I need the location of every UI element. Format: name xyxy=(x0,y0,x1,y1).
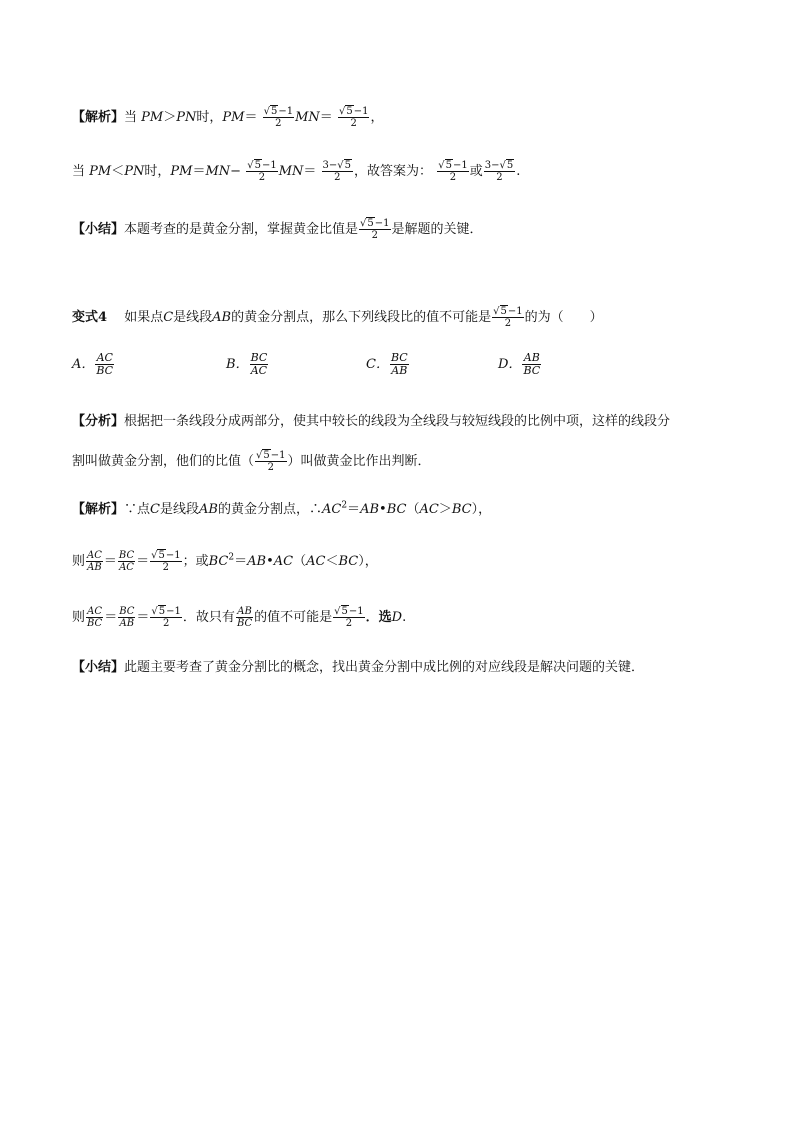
golden-ratio-fraction: $\frac{√5-1}{2}$ xyxy=(263,106,294,129)
golden-ratio-fraction: $\frac{√5-1}{2}$ xyxy=(438,160,468,183)
solution2-line1: 【解析】∵点C是线段AB的黄金分割点，$\therefore AC^2=AB•BC(AC>BC)$， xyxy=(72,500,492,517)
golden-ratio-fraction: $\frac{√5-1}{2}$ xyxy=(151,550,181,573)
golden-ratio-fraction: $\frac{√5-1}{2}$ xyxy=(334,606,364,629)
golden-ratio-fraction: $\frac{√5-1}{2}$ xyxy=(151,606,181,629)
golden-ratio-fraction: $\frac{√5-1}{2}$ xyxy=(247,160,277,183)
option-b[interactable]: B． $\frac{BC}{AC}$ xyxy=(226,351,268,377)
golden-ratio-fraction: $\frac{√5-1}{2}$ xyxy=(256,450,286,473)
analysis-line2: 割叫做黄金分割，他们的比值（ $\frac{√5-1}{2}$ ）叫做黄金比作出判断． xyxy=(72,450,431,473)
summary1: 【小结】本题考查的是黄金分割，掌握黄金比值是 $\frac{√5-1}{2}$ 是解题的关键． xyxy=(72,218,483,241)
option-c[interactable]: C． $\frac{BC}{AB}$ xyxy=(366,351,408,377)
golden-ratio-fraction: $\frac{√5-1}{2}$ xyxy=(493,306,523,329)
question-tag: 变式4 xyxy=(72,310,108,325)
golden-ratio-fraction: $\frac{√5-1}{2}$ xyxy=(360,218,390,241)
solution1-line1: 【解析】当 PM＞PN时，PM＝ $\frac{√5-1}{2}$ MN＝ $\frac{√5-1}{2}$ ， xyxy=(72,106,384,129)
analysis-line1: 【分析】根据把一条线段分成两部分，使其中较长的线段为全线段与较短线段的比例中项，这样的线段分 xyxy=(72,414,671,429)
summary2: 【小结】此题主要考查了黄金分割比的概念，找出黄金分割中成比例的对应线段是解决问题的关键． xyxy=(72,660,645,675)
question-variant4: 变式4 如果点C是线段AB的黄金分割点，那么下列线段比的值不可能是 $\frac{√5-1}{2}$ 的为（ ） xyxy=(72,306,603,329)
solution2-line2: 则 $\frac{AC}{AB}$ ＝ $\frac{BC}{AC}$ ＝ $\frac{√5-1}{2}$ ；或$BC^2=AB•AC(AC<BC)$， xyxy=(72,550,378,573)
solution2-line3: 则 $\frac{AC}{BC}$ ＝ $\frac{BC}{AB}$ ＝ $\frac{√5-1}{2}$ ．故只有 $\frac{AB}{BC}$ 的值不可能是 $\frac{√5-1}{2}$ ．选D. xyxy=(72,606,407,629)
option-d[interactable]: D． $\frac{AB}{BC}$ xyxy=(498,351,541,377)
solution1-line2: 当 PM＜PN时，PM＝MN− $\frac{√5-1}{2}$ MN＝ $\frac{3-√5}{2}$ ，故答案为： $\frac{√5-1}{2}$ 或 $\frac{3-√5}{2}$ . xyxy=(72,160,521,183)
summary-tag: 【小结】 xyxy=(72,660,125,675)
analysis-tag: 【分析】 xyxy=(72,414,125,429)
golden-ratio-fraction: $\frac{√5-1}{2}$ xyxy=(338,106,369,129)
fraction-3-minus-root5: $\frac{3-√5}{2}$ xyxy=(322,160,352,183)
solution-tag: 【解析】 xyxy=(72,502,125,517)
fraction-3-minus-root5: $\frac{3-√5}{2}$ xyxy=(484,160,514,183)
summary-tag: 【小结】 xyxy=(72,222,125,237)
option-a[interactable]: A． $\frac{AC}{BC}$ xyxy=(72,351,114,377)
solution-tag: 【解析】 xyxy=(72,110,125,125)
